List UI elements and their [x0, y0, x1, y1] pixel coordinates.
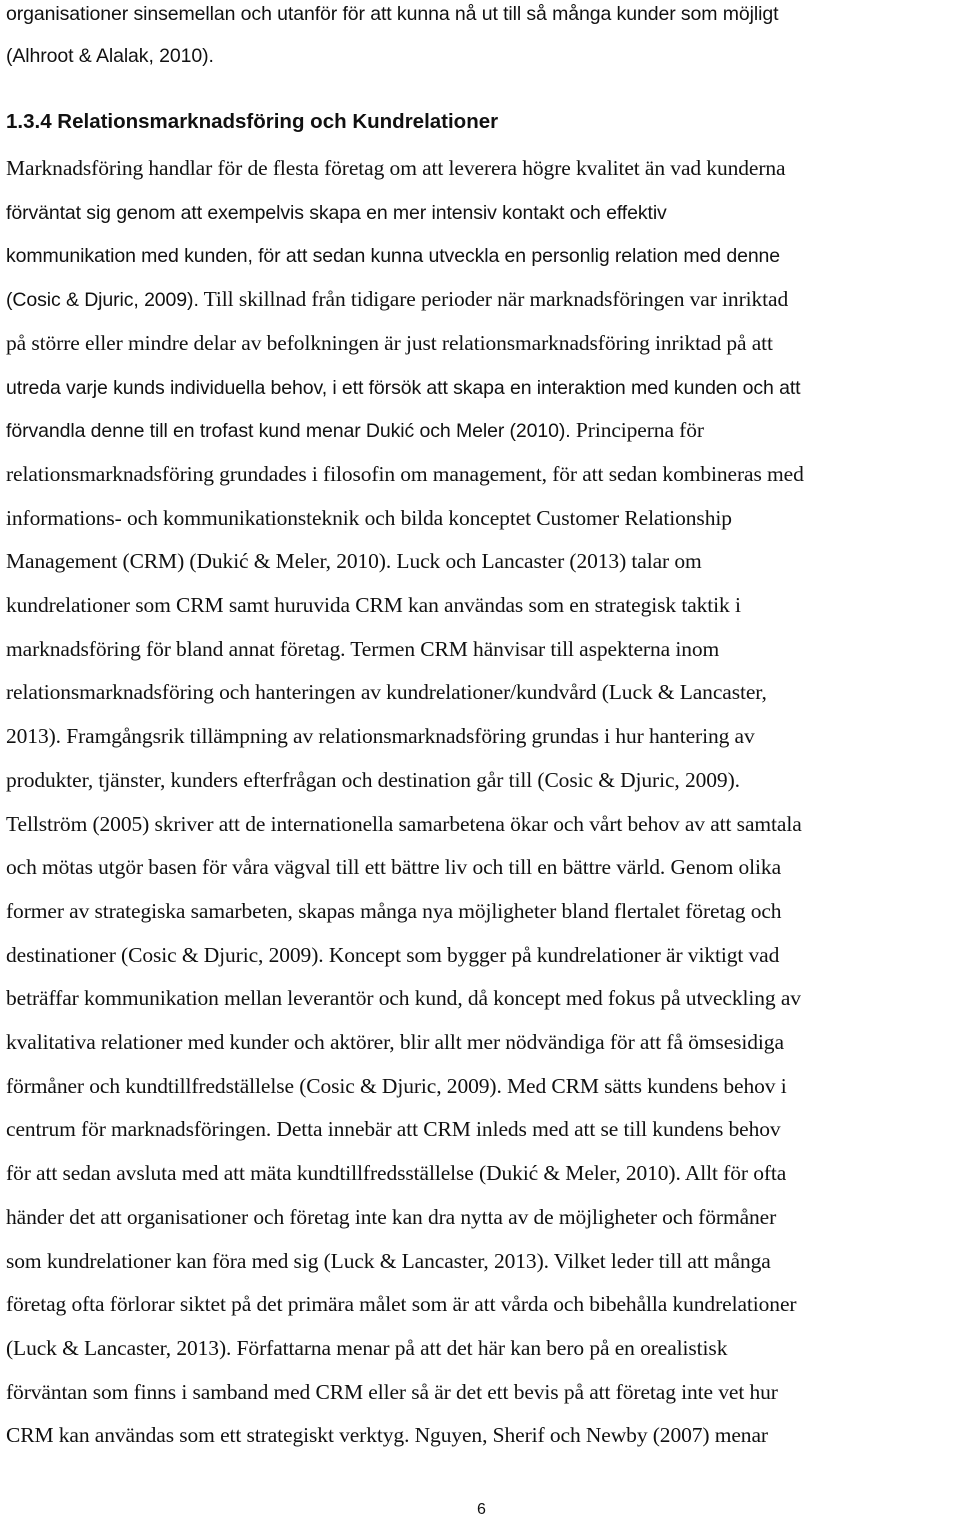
body-line [6, 1159, 786, 1188]
body-line-serif-text: informations- och kommunikationsteknik och bilda konceptet Customer Relationship [6, 506, 732, 530]
body-line [6, 810, 802, 839]
body-line-serif-text: relationsmarknadsföring och hanteringen av kundrelationer/kundvård (Luck & Lancaster, [6, 680, 767, 704]
body-line-serif-text: Tellström (2005) skriver att de internationella samarbetena ökar och vårt behov av att samtala [6, 812, 802, 836]
body-line-serif-text: kundrelationer som CRM samt huruvida CRM kan användas som en strategisk taktik i [6, 593, 741, 617]
body-line [6, 941, 779, 970]
body-line [6, 460, 804, 489]
body-line-serif-text: förväntan som finns i samband med CRM eller så är det ett bevis på att företag inte vet hur [6, 1380, 778, 1404]
body-line-sans-text: förvandla denne till en trofast kund menar Dukić och Meler (2010). [6, 420, 571, 442]
body-line-serif-text: förmåner och kundtillfredställelse (Cosic & Djuric, 2009). Med CRM sätts kundens behov i [6, 1074, 787, 1098]
section-heading: 1.3.4 Relationsmarknadsföring och Kundrelationer [6, 110, 499, 133]
body-line [6, 241, 780, 270]
body-line-serif-text: relationsmarknadsföring grundades i filosofin om management, för att sedan kombineras med [6, 462, 804, 486]
body-line [6, 591, 741, 620]
body-line [6, 547, 702, 576]
body-line-serif-text: Management (CRM) (Dukić & Meler, 2010). Luck och Lancaster (2013) talar om [6, 549, 702, 573]
body-line-serif-text: kvalitativa relationer med kunder och aktörer, blir allt mer nödvändiga för att få ömsesidiga [6, 1030, 784, 1054]
body-line [6, 1421, 768, 1450]
body-line [6, 416, 704, 445]
page-number: 6 [477, 1501, 486, 1518]
body-line [6, 1203, 776, 1232]
body-line-serif-text: marknadsföring för bland annat företag. Termen CRM hänvisar till aspekterna inom [6, 637, 720, 661]
body-line-serif-text: produkter, tjänster, kunders efterfrågan och destination går till (Cosic & Djuric, 2009). [6, 768, 740, 792]
intro-line: organisationer sinsemellan och utanför för att kunna nå ut till så många kunder som möjligt [6, 3, 779, 25]
body-line [6, 1290, 796, 1319]
body-line [6, 329, 773, 358]
body-line-serif-text: händer det att organisationer och företag inte kan dra nytta av de möjligheter och förmåner [6, 1205, 777, 1229]
body-line-serif-text: Principerna för [570, 418, 704, 442]
body-line-serif-text: Till skillnad från tidigare perioder när marknadsföringen var inriktad [198, 287, 789, 311]
body-line [6, 1072, 787, 1101]
body-line-serif-text: företag ofta förlorar siktet på det primära målet som är att vårda och bibehålla kundrelationer [6, 1292, 797, 1316]
body-line [6, 678, 767, 707]
body-line [6, 853, 781, 882]
body-line-serif-text: (Luck & Lancaster, 2013). Författarna menar på att det här kan bero på en orealistisk [6, 1336, 728, 1360]
body-line [6, 504, 732, 533]
body-line-serif-text: beträffar kommunikation mellan leverantör och kund, då koncept med fokus på utveckling av [6, 986, 801, 1010]
body-line-serif-text: Marknadsföring handlar för de flesta företag om att leverera högre kvalitet än vad kunderna [6, 156, 786, 180]
body-line-sans-text: utreda varje kunds individuella behov, i ett försök att skapa en interaktion med kunden och att [6, 377, 801, 399]
body-line [6, 984, 801, 1013]
body-line-serif-text: centrum för marknadsföringen. Detta innebär att CRM inleds med att se till kundens behov [6, 1117, 781, 1141]
body-line [6, 722, 755, 751]
body-line-sans-text: kommunikation med kunden, för att sedan kunna utveckla en personlig relation med denne [6, 245, 781, 267]
body-line [6, 1247, 771, 1276]
body-line [6, 1028, 784, 1057]
intro-line: (Alhroot & Alalak, 2010). [6, 45, 214, 67]
body-line [6, 897, 781, 926]
body-line-serif-text: former av strategiska samarbeten, skapas många nya möjligheter bland flertalet företag och [6, 899, 782, 923]
body-line-serif-text: på större eller mindre delar av befolkningen är just relationsmarknadsföring inriktad på att [6, 331, 773, 355]
body-line [6, 1378, 778, 1407]
body-line [6, 766, 740, 795]
body-line [6, 198, 667, 227]
body-line-serif-text: och mötas utgör basen för våra vägval till ett bättre liv och till en bättre värld. Genom olika [6, 855, 782, 879]
body-line-serif-text: för att sedan avsluta med att mäta kundtillfredsställelse (Dukić & Meler, 2010). Allt för ofta [6, 1161, 787, 1185]
body-line-sans-text: förväntat sig genom att exempelvis skapa en mer intensiv kontakt och effektiv [6, 202, 667, 224]
body-line [6, 154, 786, 183]
body-line-serif-text: 2013). Framgångsrik tillämpning av relationsmarknadsföring grundas i hur hantering av [6, 724, 755, 748]
body-line [6, 285, 788, 314]
body-line-serif-text: CRM kan användas som ett strategiskt verktyg. Nguyen, Sherif och Newby (2007) menar [6, 1423, 768, 1447]
body-line [6, 1115, 781, 1144]
body-line [6, 635, 719, 664]
body-line-serif-text: som kundrelationer kan föra med sig (Luck & Lancaster, 2013). Vilket leder till att många [6, 1249, 771, 1273]
body-line [6, 1334, 727, 1363]
body-line [6, 373, 800, 402]
body-line-serif-text: destinationer (Cosic & Djuric, 2009). Koncept som bygger på kundrelationer är viktigt vad [6, 943, 780, 967]
body-line-sans-text: (Cosic & Djuric, 2009). [6, 289, 199, 311]
